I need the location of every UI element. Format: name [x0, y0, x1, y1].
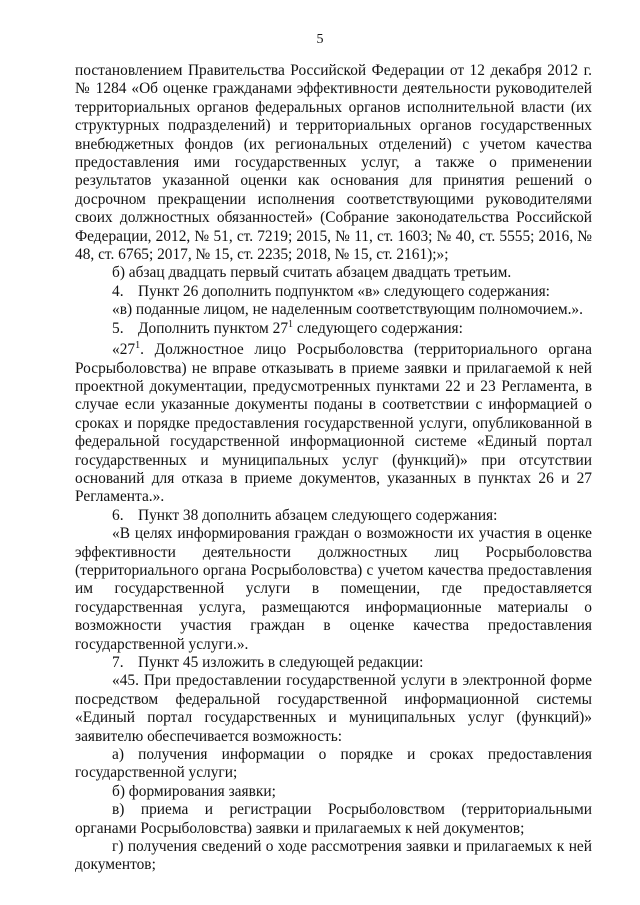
point-number: 6. — [112, 506, 124, 524]
superscript: 1 — [288, 318, 294, 330]
paragraph-item-b2: б) формирования заявки; — [112, 782, 276, 800]
point-text: Пункт 38 дополнить абзацем следующего содержания: — [138, 506, 498, 524]
point-number: 4. — [112, 282, 124, 300]
point-text: Пункт 45 изложить в следующей редакции: — [138, 654, 424, 671]
paragraph-point-5 — [75, 320, 592, 338]
point-number: 5. — [112, 319, 124, 337]
point-text-rest: следующего содержания: — [293, 319, 463, 337]
paragraph-decree-reference: постановлением Правительства Российской Федерации от 12 декабря 2012 г. № 1284 «Об оценке гражданами эффективности деятельности руководителей территориальных органов федеральных органов исполнительной власти (их структурных подразделений) и территориальных органов государственных внебюджетных фондов (их региональных отделений) с учетом качества предоставления ими государственных услуг, а также о применении результатов указанной оценки как основания для принятия решений о досрочном прекращении исполнения соответствующими руководителями своих должностных обязанностей» (Собрание законодательства Российской Федерации, 2012, № 51, ст. 7219; 2015, № 11, ст. 1603; № 40, ст. 5555; 2016, № 48, ст. 6765; 2017, № 15, ст. 2235; 2018, № 15, ст. 2161);»; — [75, 62, 592, 264]
paragraph-item-a: а) получения информации о порядке и сроках предоставления государственной услуги; — [75, 746, 592, 782]
point-text: . Должностное лицо Росрыболовства (территориального органа Росрыболовства) не вправе отказывать в приеме заявки и прилагаемой к ней проектной документации, предусмотренных пунктами 22 и 23 Регламента, в случае если указанные документы поданы в соответствии с информацией о сроках и порядке предоставления государственной услуги, опубликованной в федеральной государственной информационной системе «Единый портал государственных и муниципальных услуг (функций)» при отсутствии оснований для отказа в приеме документов, указанных в пунктах 26 и 27 Регламента.». — [75, 341, 592, 506]
point-text: Пункт 26 дополнить подпунктом «в» следующего содержания: — [138, 282, 550, 300]
document-body — [75, 62, 592, 875]
point-text: Дополнить пунктом 27 — [138, 319, 289, 337]
paragraph-point-45: «45. При предоставлении государственной услуги в электронной форме посредством федеральной государственной информационной системы «Единый портал государственных и муниципальных услуг (функций)» заявителю обеспечивается возможность: — [75, 672, 592, 745]
point-number: 7. — [112, 654, 124, 671]
quote-start: «27 — [112, 341, 136, 359]
paragraph-point-6 — [75, 507, 592, 525]
page-number: 5 — [316, 32, 324, 47]
paragraph-point-4 — [75, 283, 592, 301]
paragraph-item-g: г) получения сведений о ходе рассмотрения заявки и прилагаемых к ней документов; — [75, 838, 592, 874]
superscript: 1 — [135, 339, 141, 351]
paragraph-subpoint-v: «в) поданные лицом, не наделенным соответствующим полномочием.». — [112, 301, 583, 319]
paragraph-informing-citizens: «В целях информирования граждан о возможности их участия в оценке эффективности деятельности должностных лиц Росрыболовства (территориального органа Росрыболовства) с учетом качества предоставления им государственной услуги в помещении, где предоставляется государственная услуга, размещаются информационные материалы о возможности участия граждан в оценке качества предоставления государственной услуги.». — [75, 525, 592, 653]
paragraph-item-b: б) абзац двадцать первый считать абзацем двадцать третьим. — [112, 264, 512, 282]
paragraph-point-27-1 — [75, 341, 592, 507]
paragraph-item-v: в) приема и регистрации Росрыболовством (территориальными органами Росрыболовства) заявки и прилагаемых к ней документов; — [75, 801, 592, 837]
paragraph-point-7 — [75, 654, 592, 672]
